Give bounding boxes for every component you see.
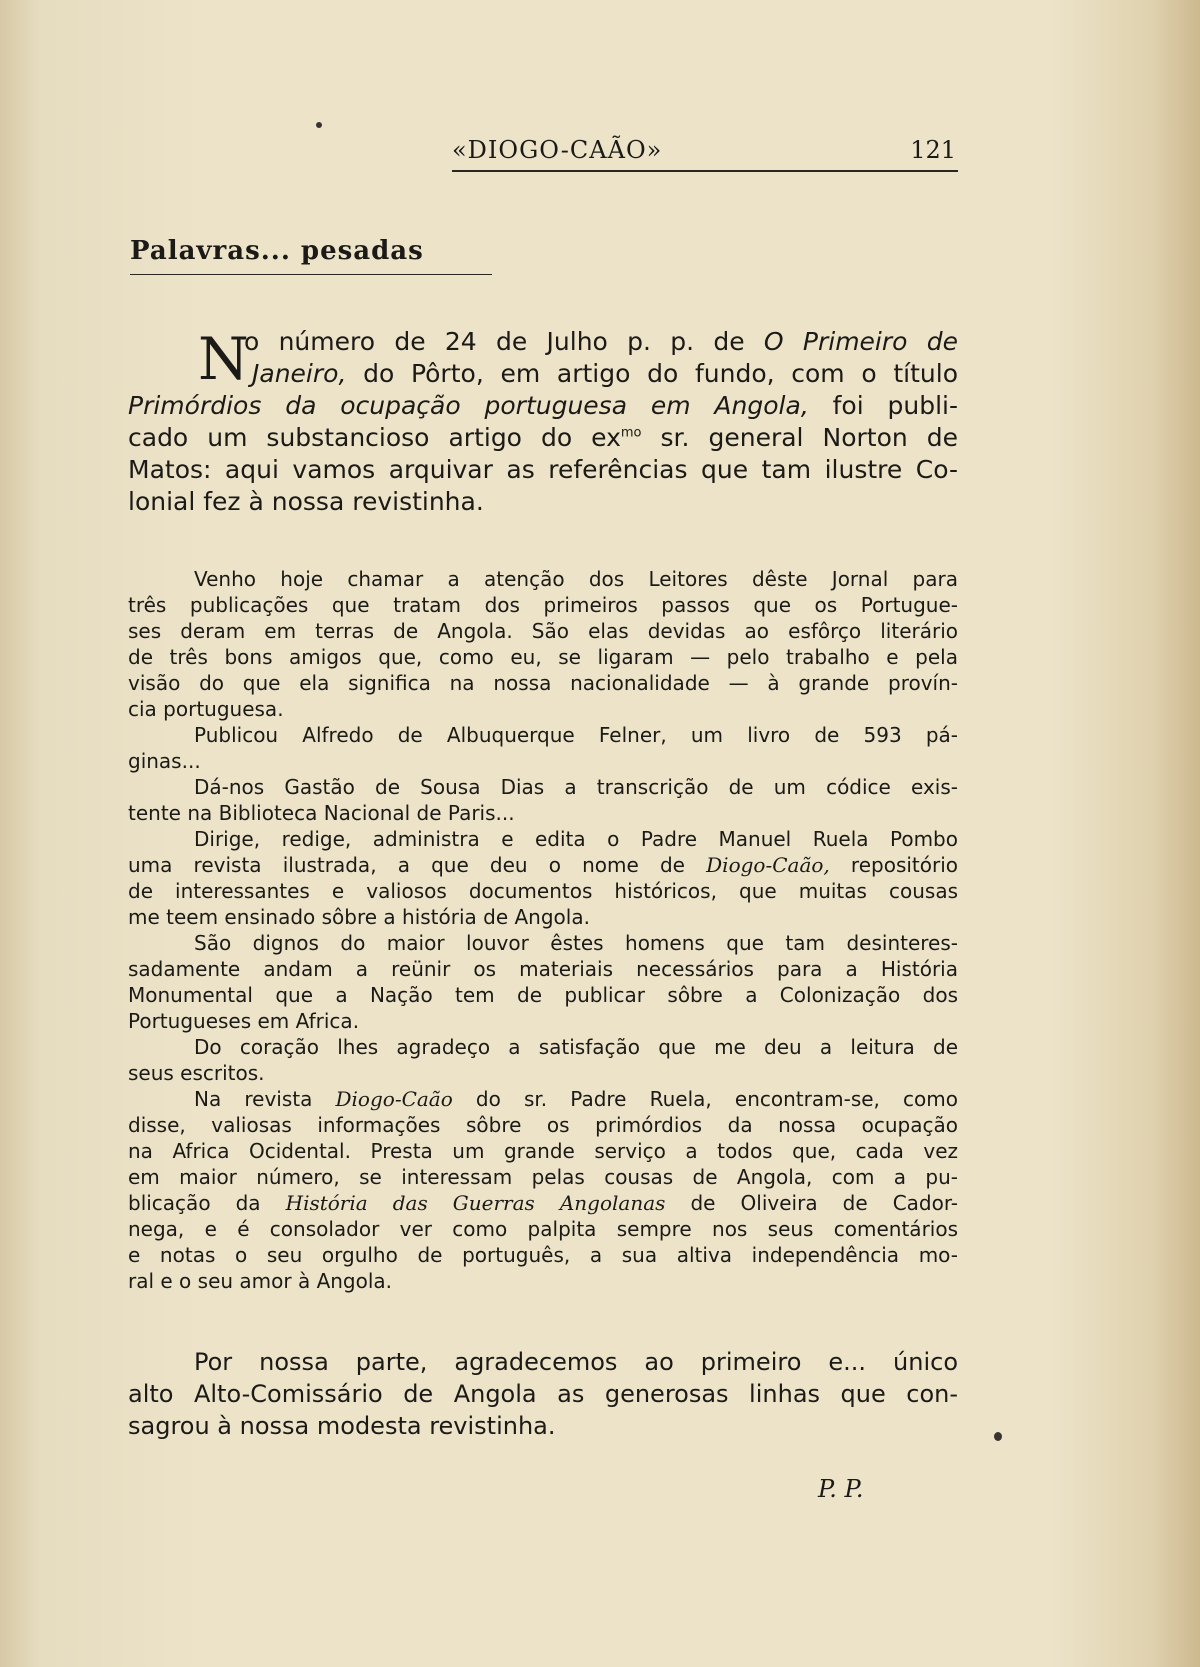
text-line: sagrou à nossa modesta revistinha. xyxy=(128,1412,556,1440)
text-line: cia portuguesa. xyxy=(128,697,284,721)
text-line: de três bons amigos que, como eu, se ligaram — pelo trabalho e pela xyxy=(128,645,958,669)
drop-cap: N xyxy=(198,325,249,393)
text-line: Monumental que a Nação tem de publicar sôbre a Colonização dos xyxy=(128,983,958,1007)
text-line: Janeiro, do Pôrto, em artigo do fundo, com o título xyxy=(252,359,958,388)
text-line: na Africa Ocidental. Presta um grande serviço a todos que, cada vez xyxy=(128,1139,958,1163)
text-line: Publicou Alfredo de Albuquerque Felner, um livro de 593 pá- xyxy=(194,723,958,747)
text-line: Dirige, redige, administra e edita o Padre Manuel Ruela Pombo xyxy=(194,827,958,851)
ink-speck xyxy=(994,1432,1002,1441)
text-line: alto Alto-Comissário de Angola as generosas linhas que con- xyxy=(128,1380,958,1408)
text-line: lonial fez à nossa revistinha. xyxy=(128,487,484,516)
text-line: ral e o seu amor à Angola. xyxy=(128,1269,393,1293)
text-line: Matos: aqui vamos arquivar as referências que tam ilustre Co- xyxy=(128,455,958,484)
text-line: ginas... xyxy=(128,749,201,773)
text-line: Portugueses em Africa. xyxy=(128,1009,360,1033)
running-head xyxy=(452,136,958,172)
text-line: Na revista Diogo-Caão do sr. Padre Ruela, encontram-se, como xyxy=(194,1087,958,1111)
text-line: e notas o seu orgulho de português, a sua altiva independência mo- xyxy=(128,1243,958,1267)
ink-speck xyxy=(316,122,322,128)
text-line: de interessantes e valiosos documentos históricos, que muitas cousas xyxy=(128,879,958,903)
text-line: me teem ensinado sôbre a história de Angola. xyxy=(128,905,590,929)
page-number: 121 xyxy=(910,136,956,164)
text-line: Primórdios da ocupação portuguesa em Angola, foi publi- xyxy=(128,391,958,420)
text-line: sadamente andam a reünir os materiais necessários para a História xyxy=(128,957,958,981)
text-line: ses deram em terras de Angola. São elas devidas ao esfôrço literário xyxy=(128,619,958,643)
article-title: Palavras... pesadas xyxy=(130,236,492,275)
text-line: uma revista ilustrada, a que deu o nome de Diogo-Caão, repositório xyxy=(128,853,959,877)
text-line: nega, e é consolador ver como palpita sempre nos seus comentários xyxy=(128,1217,958,1241)
text-line: em maior número, se interessam pelas cousas de Angola, com a pu- xyxy=(128,1165,958,1189)
text-line: Do coração lhes agradeço a satisfação que me deu a leitura de xyxy=(194,1035,958,1059)
text-line: tente na Biblioteca Nacional de Paris... xyxy=(128,801,515,825)
text-line: disse, valiosas informações sôbre os primórdios da nossa ocupação xyxy=(128,1113,958,1137)
text-line: três publicações que tratam dos primeiros passos que os Portugue- xyxy=(128,593,958,617)
text-line: seus escritos. xyxy=(128,1061,265,1085)
intro-paragraph xyxy=(128,326,958,518)
quoted-text xyxy=(128,566,958,1294)
text-line: o número de 24 de Julho p. p. de O Primeiro de xyxy=(244,327,958,356)
text-line: Por nossa parte, agradecemos ao primeiro e... único xyxy=(194,1348,958,1376)
text-line: São dignos do maior louvor êstes homens que tam desinteres- xyxy=(194,931,958,955)
journal-title: «DIOGO-CAÃO» xyxy=(452,136,663,164)
closing-paragraph xyxy=(128,1346,958,1442)
text-line: Dá-nos Gastão de Sousa Dias a transcrição de um códice exis- xyxy=(194,775,958,799)
text-line: visão do que ela significa na nossa nacionalidade — à grande provín- xyxy=(128,671,958,695)
text-line: cado um substancioso artigo do $ex^{mo}$ sr. general Norton de xyxy=(128,423,958,452)
text-line: Venho hoje chamar a atenção dos Leitores dêste Jornal para xyxy=(194,567,958,591)
author-signature: P. P. xyxy=(818,1475,864,1503)
text-line: blicação da História das Guerras Angolanas de Oliveira de Cador- xyxy=(128,1191,959,1215)
